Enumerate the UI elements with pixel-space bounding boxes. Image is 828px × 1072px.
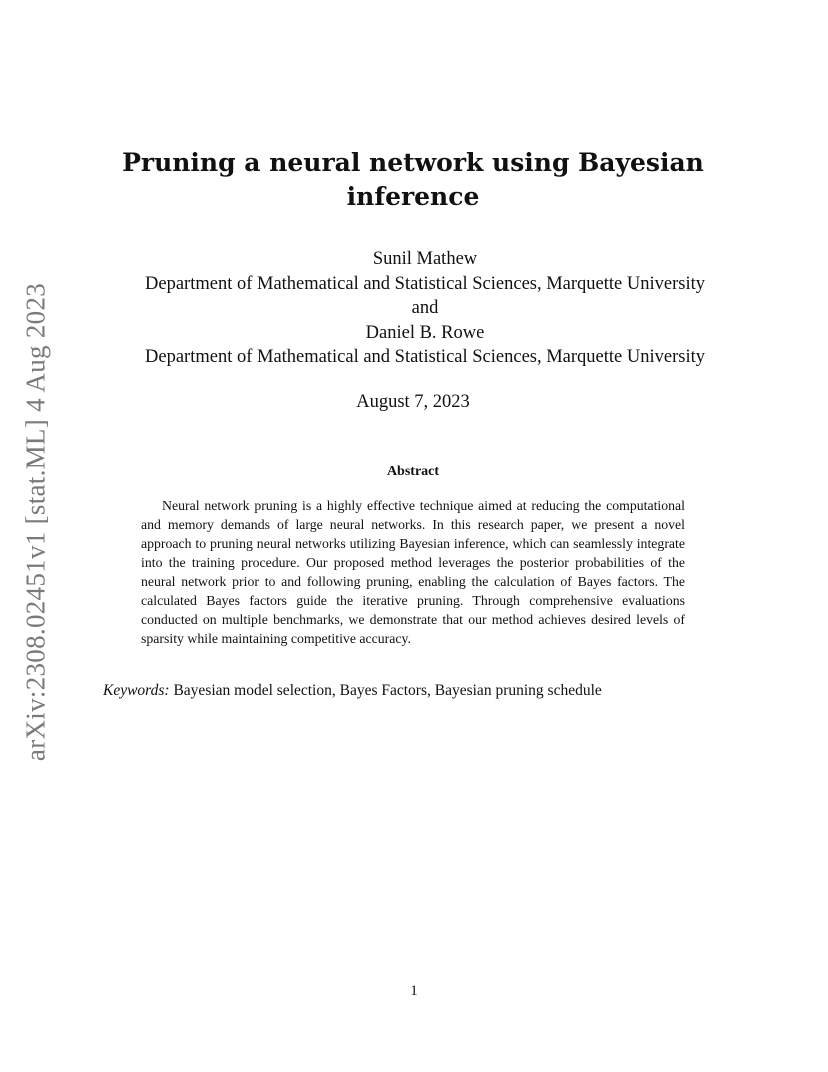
author-affiliation-2: Department of Mathematical and Statistical Sciences, Marquette University <box>145 347 705 367</box>
author-name-1: Sunil Mathew <box>372 249 478 269</box>
abstract-body: Neural network pruning is a highly effective technique aimed at reducing the computational and memory demands of large neural networks. In this research paper, we present a novel approach to pruning neural networks utilizing Bayesian inference, which can seamlessly integrate into the training procedure. Our proposed method leverages the posterior probabilities of the neural network prior to and following pruning, enabling the calculation of Bayes factors. The calculated Bayes factors guide the iterative pruning. Through comprehensive evaluations conducted on multiple benchmarks, we demonstrate that our method achieves desired levels of sparsity while maintaining competitive accuracy. <box>141 498 685 646</box>
author-conjunction: and <box>411 298 439 318</box>
page-number: 1 <box>410 983 418 999</box>
paper-title: Pruning a neural network using Bayesian inference <box>122 148 704 211</box>
arxiv-margin-stamp: arXiv:2308.02451v1 [stat.ML] 4 Aug 2023 <box>20 282 51 762</box>
author-name-2: Daniel B. Rowe <box>365 322 485 343</box>
keywords-label: Keywords: <box>103 682 170 699</box>
keywords-text: Bayesian model selection, Bayes Factors, Bayesian pruning schedule <box>173 682 602 699</box>
keywords-line <box>103 682 743 700</box>
author-block <box>60 247 790 370</box>
author-affiliation-1: Department of Mathematical and Statistical Sciences, Marquette University <box>145 273 705 294</box>
paper-date: August 7, 2023 <box>356 392 470 412</box>
abstract-heading: Abstract <box>386 464 440 479</box>
